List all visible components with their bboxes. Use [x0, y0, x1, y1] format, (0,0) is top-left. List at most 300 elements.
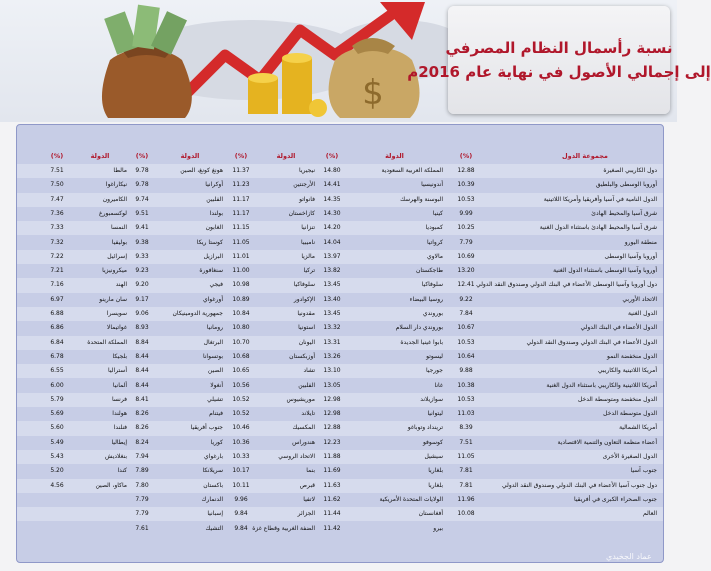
country-name: أفغانستان [418, 510, 443, 518]
country-pct: 10.46 [232, 424, 250, 432]
table-row [17, 193, 663, 207]
country-pct: 7.94 [135, 453, 149, 460]
country-name: أورغواي [202, 295, 223, 303]
country-name: استونيا [298, 324, 315, 332]
country-pct: 7.80 [135, 481, 149, 489]
header-col4-pct: (%) [50, 152, 64, 160]
title-box [407, 6, 711, 114]
country-name: فيتنام [209, 410, 223, 418]
country-name: النمسا [111, 224, 127, 232]
country-pct: 9.38 [135, 238, 149, 246]
country-name: تشاد [303, 367, 315, 375]
group-name: العالم [642, 510, 657, 518]
country-pct: 12.23 [323, 438, 341, 446]
country-name: الدنمارك [201, 495, 223, 503]
country-name: سوازيلاند [420, 395, 443, 403]
country-name: سريلانكا [202, 467, 223, 475]
country-pct: 7.89 [135, 467, 149, 475]
country-name: المكسيك [292, 424, 315, 432]
country-name: إيطاليا [111, 438, 127, 446]
country-pct: 11.42 [323, 524, 341, 532]
country-name: ألمانيا [112, 381, 127, 389]
country-name: ليتوانيا [427, 410, 443, 418]
country-pct: 14.41 [323, 181, 341, 189]
group-pct: 10.53 [457, 195, 475, 203]
country-name: بوروندي دار السلام [395, 324, 443, 332]
group-pct: 11.03 [457, 410, 475, 418]
header-group-pct: (%) [459, 152, 473, 160]
table-row [17, 379, 663, 393]
country-pct: 7.16 [50, 281, 64, 289]
country-pct: 11.69 [323, 467, 341, 475]
group-pct: 9.99 [459, 209, 473, 217]
country-pct: 7.33 [50, 224, 64, 232]
country-name: سلوفاكيا [421, 281, 443, 289]
group-name: شرق آسيا والمحيط الهادئ [591, 209, 657, 217]
table-row [17, 164, 663, 178]
country-pct: 13.45 [323, 281, 341, 289]
country-pct: 7.32 [50, 238, 64, 246]
header-col1-country: الدولة [385, 152, 404, 160]
country-name: الغابون [205, 224, 223, 232]
country-name: سلوفاكيا [293, 281, 315, 289]
table-row [17, 350, 663, 364]
country-pct: 8.44 [135, 367, 149, 375]
country-name: موريشيوس [286, 395, 315, 403]
country-name: الإكوادور [293, 295, 315, 303]
country-pct: 14.80 [323, 167, 341, 174]
country-name: الجزائر [297, 510, 315, 518]
country-name: الهند [115, 281, 127, 289]
country-pct: 11.62 [323, 495, 341, 503]
country-name: الفلبين [298, 381, 315, 389]
country-name: أوزبكستان [289, 352, 315, 360]
group-name: الدول منخفضة ومتوسطة الدخل [577, 395, 657, 403]
country-name: الصين [207, 367, 223, 375]
table-row [17, 278, 663, 292]
country-name: الضفة الغربية وقطاع غزة [252, 524, 315, 532]
country-name: جمهورية الدومينيكان [172, 310, 223, 317]
country-name: بوتسوانا [202, 352, 223, 360]
table-row [17, 507, 663, 521]
country-pct: 9.78 [135, 167, 149, 174]
country-pct: 7.79 [135, 495, 149, 503]
group-name: أوروبا وآسيا الوسطى باستثناء الدول الغنية [553, 267, 657, 275]
country-name: كوستا ريكا [196, 238, 223, 246]
country-pct: 12.98 [323, 395, 341, 403]
group-pct: 7.51 [459, 438, 473, 446]
country-name: بنما [306, 467, 315, 475]
group-name: أمريكا الشمالية [619, 424, 657, 432]
group-name: الدول متوسطة الدخل [603, 410, 657, 418]
country-name: بلجيكا [112, 352, 127, 360]
table-row [17, 307, 663, 321]
table-row [17, 236, 663, 250]
country-pct: 6.88 [50, 310, 64, 317]
country-pct: 11.63 [323, 481, 341, 489]
country-pct: 7.21 [50, 267, 64, 275]
country-name: بابوا غينيا الجديدة [400, 338, 443, 346]
country-pct: 10.52 [232, 410, 250, 418]
group-pct: 8.39 [459, 424, 473, 432]
country-pct: 5.49 [50, 438, 64, 446]
country-pct: 10.56 [232, 381, 250, 389]
country-pct: 13.45 [323, 310, 341, 317]
group-pct: 11.96 [457, 495, 475, 503]
country-pct: 5.60 [50, 424, 64, 432]
country-pct: 10.70 [232, 338, 250, 346]
country-pct: 10.89 [232, 295, 250, 303]
group-name: أوروبا الوسطى والبلطيق [595, 181, 657, 189]
group-name: أعضاء منظمة التعاون والتنمية الاقتصادية [557, 438, 657, 446]
country-pct: 13.05 [323, 381, 341, 389]
group-pct: 9.22 [459, 295, 473, 303]
table-row [17, 522, 663, 536]
table-row [17, 450, 663, 464]
country-pct: 14.35 [323, 195, 341, 203]
country-name: بولندا [209, 209, 223, 217]
country-pct: 10.65 [232, 367, 250, 375]
country-pct [41, 493, 73, 507]
title-line-2: إلى إجمالي الأصول في نهاية عام 2016م [407, 63, 711, 81]
group-name: أوروبا وآسيا الوسطى [604, 252, 657, 260]
country-name: مالاوي [426, 252, 443, 260]
country-pct: 13.82 [323, 267, 341, 275]
country-name: مالزيا [301, 252, 315, 260]
data-table [16, 124, 664, 563]
group-name: الاتحاد الأوربي [622, 295, 657, 303]
title-line-1: نسبة رأسمال النظام المصرفي [445, 39, 673, 57]
country-name: أندونيسيا [421, 181, 443, 189]
country-pct: 11.00 [232, 267, 250, 275]
country-pct: 12.98 [323, 410, 341, 418]
table-row [17, 321, 663, 335]
country-pct: 10.36 [232, 438, 250, 446]
country-pct: 10.52 [232, 395, 250, 403]
group-name: الدول الغنية [627, 310, 657, 317]
country-pct: 10.80 [232, 324, 250, 332]
country-name: قبرص [299, 481, 315, 489]
country-pct: 8.24 [135, 438, 149, 446]
group-name: الدول النامية في آسيا وأفريقيا وأمريكا اللاتينية [543, 195, 657, 203]
country-name: كينيا [432, 209, 443, 217]
country-pct: 13.26 [323, 352, 341, 360]
country-name: لاتفيا [303, 495, 315, 503]
table-row [17, 421, 663, 435]
watermark: عماد الجخيدي [606, 552, 652, 561]
table-row [17, 250, 663, 264]
country-pct: 6.00 [50, 381, 64, 389]
group-pct: 12.88 [457, 167, 475, 174]
group-pct: 12.41 [457, 281, 475, 289]
country-name: الولايات المتحدة الأمريكية [379, 495, 443, 503]
country-pct: 11.44 [323, 510, 341, 518]
group-pct: 7.84 [459, 310, 473, 317]
country-pct: 9.84 [234, 524, 248, 532]
country-pct: 9.23 [135, 267, 149, 275]
table-row [17, 493, 663, 507]
country-name: بيرو [433, 524, 443, 532]
country-name: اليونان [298, 338, 315, 346]
country-pct: 10.11 [232, 481, 250, 489]
country-name: ماكاو، الصين [95, 481, 127, 489]
group-pct: 10.69 [457, 252, 475, 260]
header-col1-pct: (%) [325, 152, 339, 160]
country-name [73, 522, 127, 536]
country-pct: 10.84 [232, 310, 250, 317]
header-col3-pct: (%) [135, 152, 149, 160]
country-pct: 11.37 [232, 167, 250, 174]
country-pct: 8.93 [135, 324, 149, 332]
country-name: أنغولا [210, 381, 223, 389]
group-pct: 10.25 [457, 224, 475, 232]
country-pct: 11.17 [232, 195, 250, 203]
country-pct: 8.84 [135, 338, 149, 346]
country-name: كازاخستان [288, 209, 315, 217]
country-pct: 7.61 [135, 524, 149, 532]
country-name: كرواتيا [426, 238, 443, 246]
country-pct: 5.69 [50, 410, 64, 418]
country-name: غانا [434, 381, 443, 389]
table-row [17, 479, 663, 493]
country-name: هولندا [112, 410, 127, 418]
table-row [17, 464, 663, 478]
country-pct: 6.78 [50, 352, 64, 360]
country-pct: 7.36 [50, 209, 64, 217]
country-pct: 9.33 [135, 252, 149, 260]
country-name: جنوب أفريقيا [190, 424, 223, 432]
country-pct: 6.84 [50, 338, 64, 346]
country-name: بارغواي [204, 453, 223, 460]
country-pct: 9.96 [234, 495, 248, 503]
country-pct: 7.50 [50, 181, 64, 189]
country-pct: 7.51 [50, 167, 64, 174]
country-name: نيكاراغوا [105, 181, 127, 189]
country-name: كوسوفو [422, 438, 443, 446]
svg-text:$: $ [362, 73, 384, 113]
country-pct: 8.41 [135, 395, 149, 403]
header-col3-country: الدولة [180, 152, 200, 160]
country-name: الأرجنتين [293, 181, 315, 189]
group-pct: 10.53 [457, 395, 475, 403]
country-name: بوروندي [422, 310, 443, 317]
country-name: كمبوديا [425, 224, 443, 232]
country-name: مالطا [113, 167, 127, 174]
country-pct: 9.51 [135, 209, 149, 217]
group-pct: 11.05 [457, 453, 475, 460]
country-pct: 11.17 [232, 209, 250, 217]
country-name: بنغلاديش [105, 453, 127, 460]
group-name: دول جنوب آسيا الأعضاء في البنك الدولي وصندوق النقد الدولي [502, 481, 657, 489]
country-pct [41, 522, 73, 536]
country-name [73, 493, 127, 507]
country-name: سنغافورة [199, 267, 223, 275]
country-pct: 11.01 [232, 252, 250, 260]
group-name: الدول الأعضاء في البنك الدولي وصندوق النقد الدولي [526, 338, 657, 346]
group-name: الدول الصغيرة الأخرى [602, 453, 657, 460]
country-name: فنلندا [113, 424, 127, 432]
country-name: ليسوتو [426, 352, 443, 360]
country-pct: 11.05 [232, 238, 250, 246]
country-pct: 11.23 [232, 181, 250, 189]
country-name: جورجيا [425, 367, 443, 375]
country-name: البرتغال [203, 338, 223, 346]
country-name: أستراليا [108, 367, 127, 375]
group-pct: 10.53 [457, 338, 475, 346]
group-name: دول أوروبا وآسيا الوسطى الأعضاء في البنك الدولي وصندوق النقد الدولي [476, 281, 657, 289]
country-pct: 9.06 [135, 310, 149, 317]
country-pct: 8.44 [135, 381, 149, 389]
country-pct: 5.43 [50, 453, 64, 460]
country-name: سيشيل [424, 453, 443, 460]
country-name: سويسرا [106, 310, 127, 317]
country-name: مقدونيا [297, 310, 315, 317]
country-pct: 10.33 [232, 453, 250, 460]
header-group: مجموعة الدول [562, 152, 608, 160]
group-name: أمريكا اللاتينية والكاريبي [597, 367, 657, 375]
country-name: غواتيمالا [106, 324, 127, 332]
group-pct: 10.38 [457, 381, 475, 389]
country-pct: 8.44 [135, 352, 149, 360]
country-name: لوكسمبورغ [99, 209, 127, 217]
country-name: الكاميرون [102, 195, 127, 203]
table-row [17, 293, 663, 307]
table-row [17, 393, 663, 407]
country-pct: 13.40 [323, 295, 341, 303]
country-pct: 10.68 [232, 352, 250, 360]
country-name: باكستان [203, 481, 223, 489]
country-name: تايلاند [301, 410, 315, 418]
country-name: تشيلي [207, 395, 223, 403]
country-name: نيجيريا [299, 167, 315, 174]
country-pct: 11.15 [232, 224, 250, 232]
table-row [17, 336, 663, 350]
country-pct: 11.88 [323, 453, 341, 460]
group-pct: 13.20 [457, 267, 475, 275]
country-pct: 10.98 [232, 281, 250, 289]
header-col2-country: الدولة [276, 152, 296, 160]
country-pct: 9.41 [135, 224, 149, 232]
country-name: ميكرونيزيا [102, 267, 127, 275]
country-name: كوريا [210, 438, 223, 446]
header-banner [0, 0, 711, 122]
country-pct: 6.55 [50, 367, 64, 375]
group-pct: 10.64 [457, 352, 475, 360]
country-name: البرازيل [203, 252, 223, 260]
table-row [17, 178, 663, 192]
country-pct: 9.20 [135, 281, 149, 289]
country-pct: 5.20 [50, 467, 64, 475]
country-pct: 7.47 [50, 195, 64, 203]
country-pct: 14.04 [323, 238, 341, 246]
country-name: سان مارينو [99, 295, 127, 303]
country-pct: 13.32 [323, 324, 341, 332]
table-header-row [17, 149, 663, 163]
group-pct: 10.08 [457, 510, 475, 518]
group-name: جنوب الصحراء الكبرى في أفريقيا [574, 495, 657, 503]
country-pct: 9.78 [135, 181, 149, 189]
table-row [17, 207, 663, 221]
table-row [17, 264, 663, 278]
country-name: بلغاريا [428, 481, 443, 489]
country-name: ناميبيا [301, 238, 315, 246]
country-name: ترينداد وتوباغو [407, 424, 443, 432]
country-name [73, 507, 127, 521]
country-pct: 10.17 [232, 467, 250, 475]
table-row [17, 364, 663, 378]
country-pct: 13.10 [323, 367, 341, 375]
group-name: جنوب آسيا [630, 467, 657, 475]
country-name: تنزانيا [301, 224, 315, 232]
country-name: كندا [117, 467, 127, 475]
group-name: دول الكاريبي الصغيرة [603, 167, 657, 174]
header-col4-country: الدولة [90, 152, 110, 160]
country-pct: 8.26 [135, 410, 149, 418]
country-name: رومانيا [206, 324, 223, 332]
country-pct: 13.31 [323, 338, 341, 346]
country-name: التشيك [205, 524, 223, 532]
group-pct: 9.88 [459, 367, 473, 375]
country-name: الاتحاد الروسي [278, 453, 315, 460]
country-name: أوكرانيا [205, 181, 223, 189]
country-name: البوسنة والهرسك [400, 195, 443, 203]
country-name: إسبانيا [207, 510, 223, 518]
country-name: طاجكستان [415, 267, 443, 275]
country-name: بلغاريا [428, 467, 443, 475]
country-pct: 14.30 [323, 209, 341, 217]
country-name: فانواتو [299, 195, 315, 203]
group-name: أمريكا اللاتينية والكاريبي باستثناء الدول الغنية [546, 381, 657, 389]
group-pct: 7.81 [459, 481, 473, 489]
country-name: هندوراس [292, 438, 315, 446]
country-name: الفلبين [206, 195, 223, 203]
country-pct: 6.97 [50, 295, 64, 303]
country-name: روسيا البيضاء [409, 295, 443, 303]
table-row [17, 221, 663, 235]
country-name: المملكة العربية السعودية [381, 167, 443, 174]
country-pct: 7.22 [50, 252, 64, 260]
country-pct: 7.79 [135, 510, 149, 518]
money-bag-icon [102, 5, 192, 118]
group-name: شرق آسيا والمحيط الهادئ باستثناء الدول الغنية [539, 224, 657, 232]
group-pct: 10.67 [457, 324, 475, 332]
country-pct: 9.84 [234, 510, 248, 518]
country-pct: 12.88 [323, 424, 341, 432]
country-pct: 5.79 [50, 395, 64, 403]
country-pct: 13.97 [323, 252, 341, 260]
country-name: إسرائيل [107, 252, 127, 260]
table-row [17, 407, 663, 421]
country-name: تركيا [303, 267, 315, 275]
country-name: بوليفيا [111, 238, 127, 246]
group-name: منطقة اليورو [624, 238, 657, 246]
country-name: هونغ كونغ، الصين [180, 167, 223, 174]
country-pct: 6.86 [50, 324, 64, 332]
group-pct: 7.81 [459, 467, 473, 475]
country-name: المملكة المتحدة [87, 338, 127, 346]
country-pct: 9.17 [135, 295, 149, 303]
country-name: فرنسا [111, 395, 127, 403]
country-pct: 8.26 [135, 424, 149, 432]
group-name: الدول الأعضاء في البنك الدولي [580, 324, 657, 332]
country-pct: 9.74 [135, 195, 149, 203]
group-pct: 7.79 [459, 238, 473, 246]
header-col2-pct: (%) [234, 152, 248, 160]
country-pct [41, 507, 73, 521]
country-pct: 14.20 [323, 224, 341, 232]
table-row [17, 436, 663, 450]
group-name: الدول منخفضة النمو [607, 352, 657, 360]
